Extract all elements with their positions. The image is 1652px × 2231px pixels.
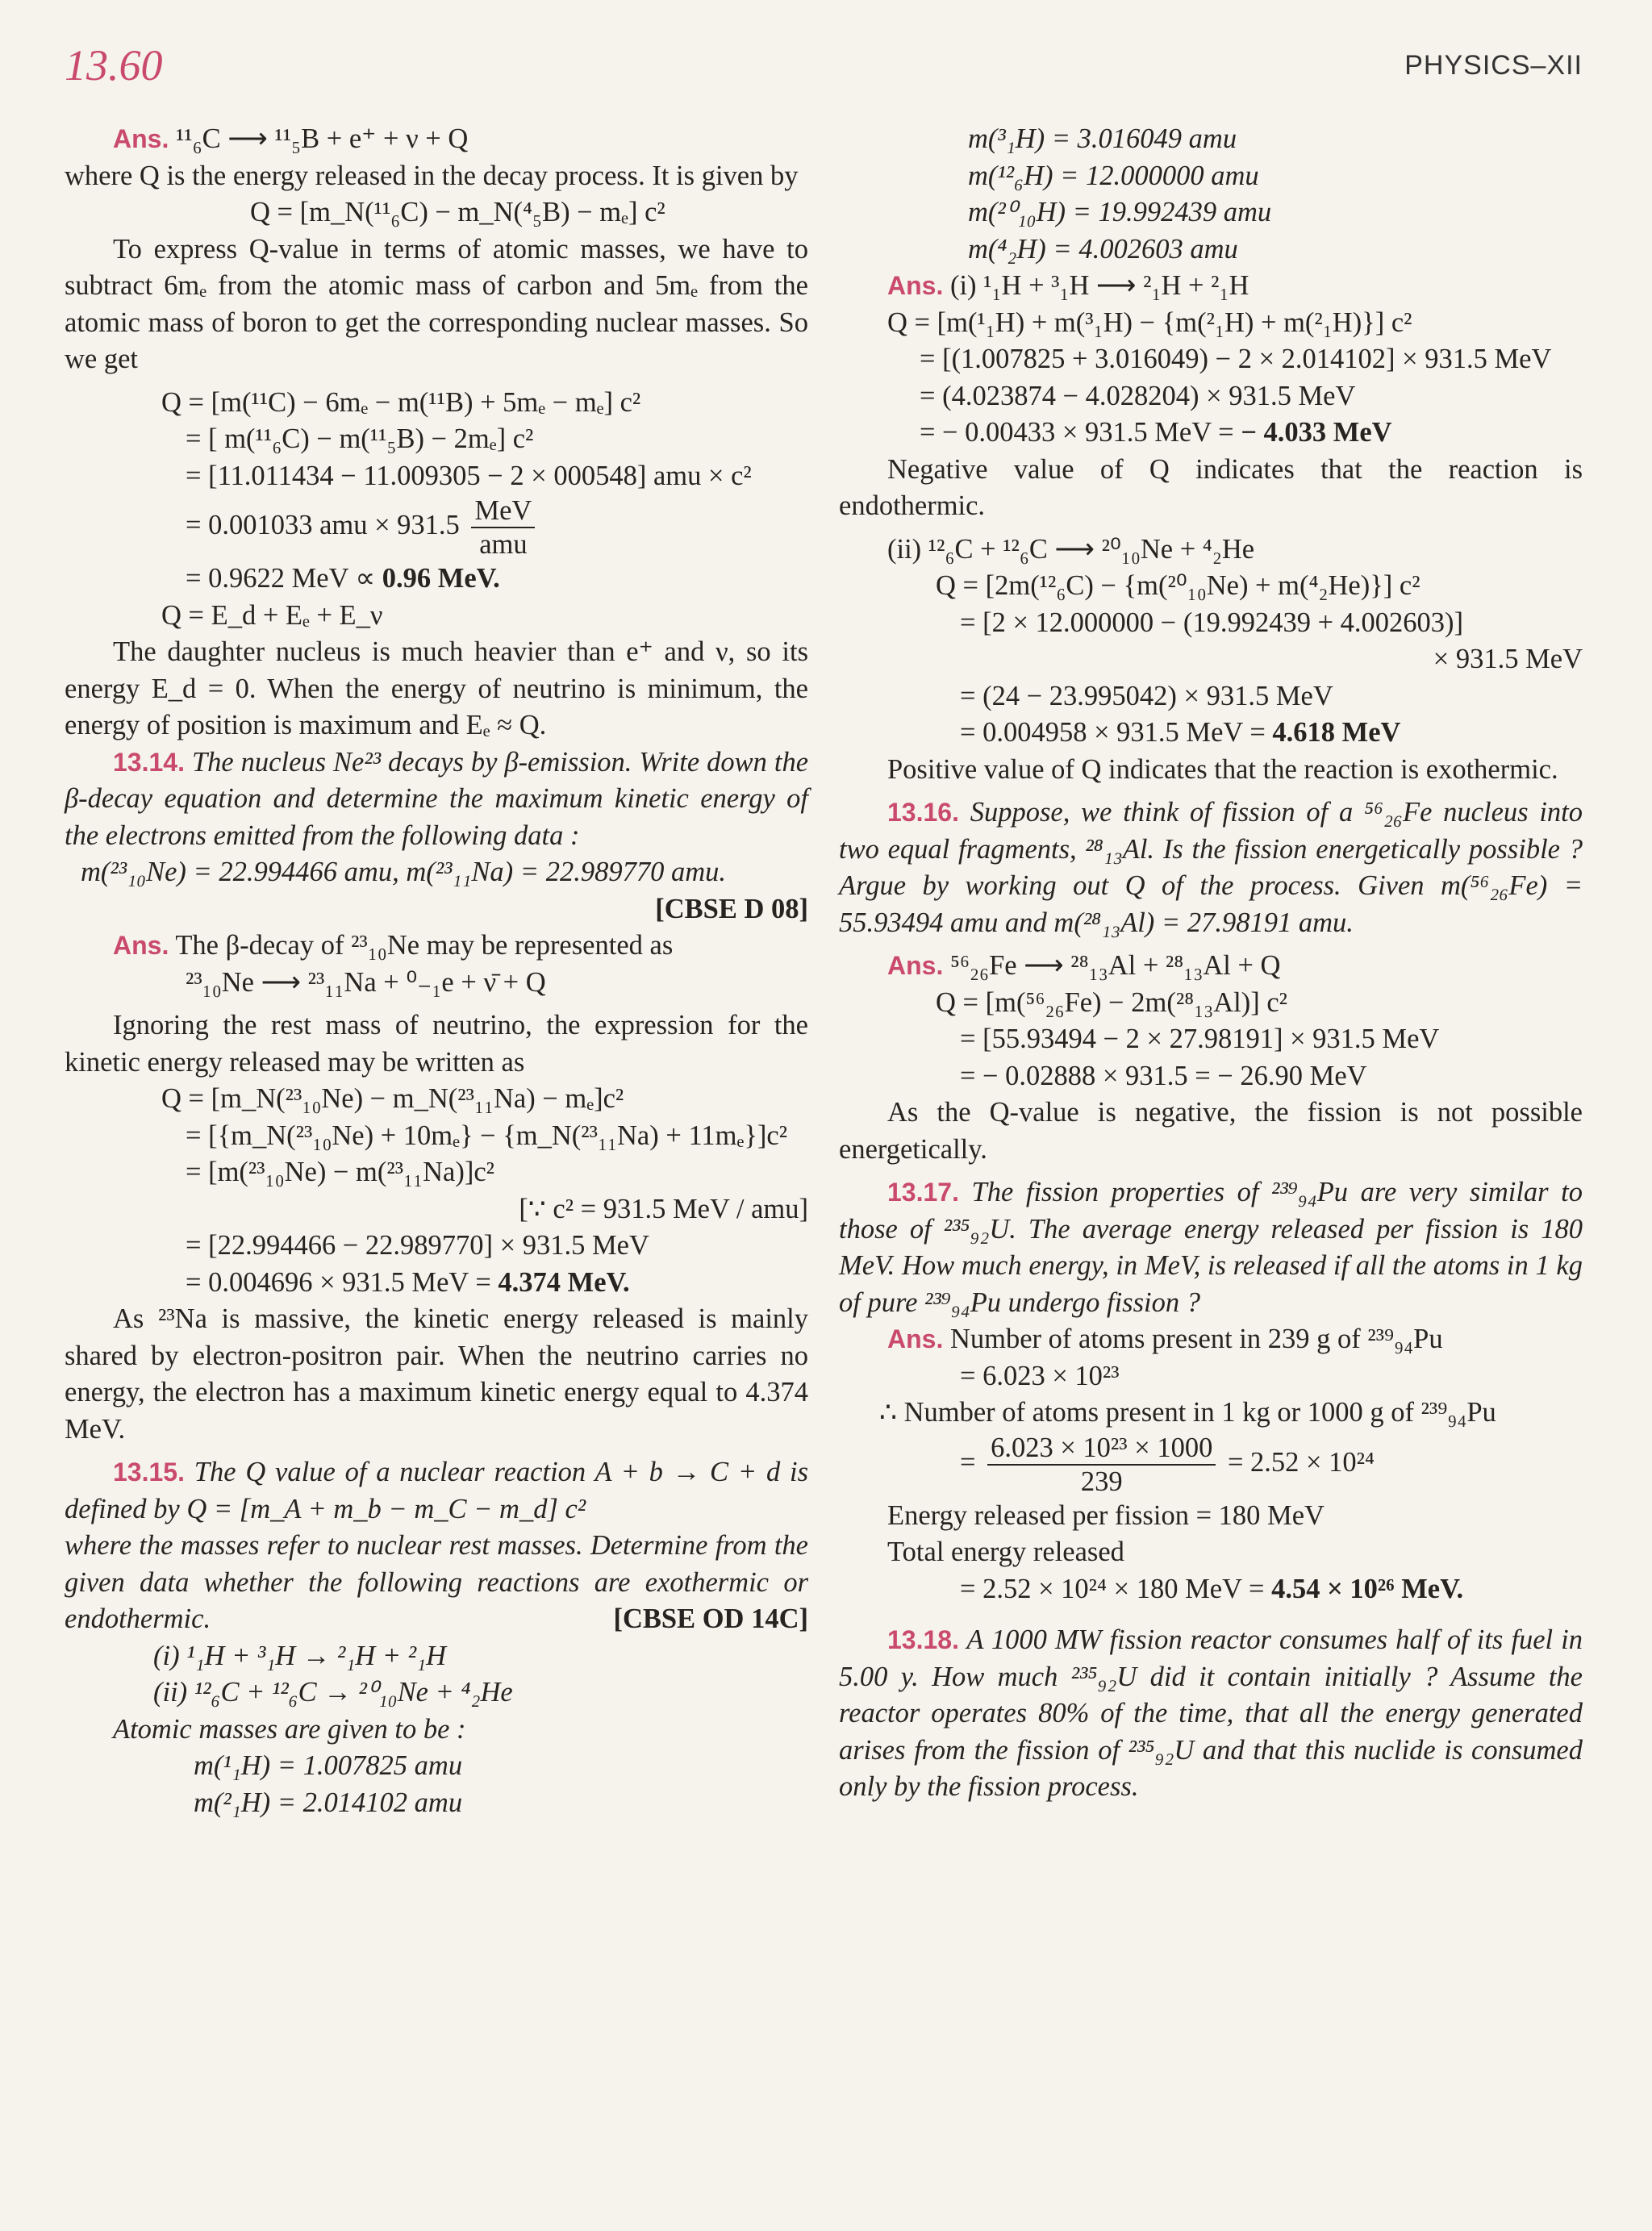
question-data: m(²³₁₀Ne) = 22.994466 amu, m(²³₁₁Na) = 22.989770 amu. — [81, 857, 726, 887]
equation: Energy released per fission = 180 MeV — [887, 1499, 1325, 1531]
mass-value: m(⁴₂H) = 4.002603 amu — [968, 233, 1238, 265]
question-13-15: 13.15. The Q value of a nuclear reaction A + b → C + d is defined by Q = [m_A + m_b − m_C − m_d] c² — [65, 1457, 809, 1524]
question-text: where the masses refer to nuclear rest masses. Determine from the given data whether the following reactions are exothermic or endothermic. — [65, 1530, 808, 1634]
mass-value: m(²₁H) = 2.014102 amu — [194, 1787, 463, 1818]
equation: = [11.011434 − 11.009305 − 2 × 000548] amu × c² — [186, 460, 752, 491]
equation: = [2 × 12.000000 − (19.992439 + 4.002603)] — [960, 607, 1464, 638]
equation: = (4.023874 − 4.028204) × 931.5 MeV — [920, 380, 1356, 411]
equation: = [{m_N(²³₁₀Ne) + 10mₑ} − {m_N(²³₁₁Na) + 11mₑ}]c² — [186, 1120, 788, 1151]
equation: ²³₁₀Ne ⟶ ²³₁₁Na + ⁰₋₁e + ν̄ + Q — [186, 966, 546, 998]
equation: Q = [m(¹¹C) − 6mₑ − m(¹¹B) + 5mₑ − mₑ] c² — [161, 386, 641, 418]
exam-tag: [CBSE D 08] — [655, 893, 808, 924]
equation: = 0.9622 MeV ∝ 0.96 MeV. — [186, 563, 500, 594]
paragraph: As ²³Na is massive, the kinetic energy released is mainly shared by electron-positron pair. When the neutrino carries no energy, the electron has a maximum kinetic energy equal to 4.374 MeV. — [65, 1303, 808, 1445]
equation: = 0.004696 × 931.5 MeV = 4.374 MeV. — [186, 1266, 630, 1298]
equation: Total energy released — [887, 1537, 1124, 1567]
exam-tag: [CBSE OD 14C] — [613, 1603, 808, 1634]
equation: = (24 − 23.995042) × 931.5 MeV — [960, 680, 1333, 711]
equation: ∴ Number of atoms present in 1 kg or 1000 g of ²³⁹₉₄Pu — [879, 1397, 1496, 1428]
question-number: 13.17. — [887, 1178, 959, 1207]
question-13-14: 13.14. The nucleus Ne²³ decays by β-emission. Write down the β-decay equation and determine the maximum kinetic energy of the electrons emitted from the following data : — [65, 746, 809, 851]
mass-value: m(³₁H) = 3.016049 amu — [968, 123, 1237, 154]
equation: Q = [m_N(²³₁₀Ne) − m_N(²³₁₁Na) − mₑ]c² — [161, 1083, 624, 1114]
mass-value: m(²⁰₁₀H) = 19.992439 amu — [968, 197, 1272, 227]
paragraph: The daughter nucleus is much heavier than e⁺ and ν, so its energy E_d = 0. When the energy of neutrino is minimum, the energy of position is maximum and Eₑ ≈ Q. — [65, 636, 808, 740]
equation: Q = [m(⁵⁶₂₆Fe) − 2m(²⁸₁₃Al)] c² — [936, 986, 1288, 1018]
equation: Q = E_d + Eₑ + E_ν — [161, 599, 383, 631]
mass-value: m(¹²₆H) = 12.000000 amu — [968, 160, 1259, 191]
question-number: 13.14. — [113, 747, 185, 777]
reaction-ii: (ii) ¹²₆C + ¹²₆C ⟶ ²⁰₁₀Ne + ⁴₂He — [887, 533, 1255, 565]
paragraph: Ignoring the rest mass of neutrino, the expression for the kinetic energy released may be written as — [65, 1010, 808, 1078]
answer-13-17: Ans. Number of atoms present in 239 g of ²³⁹₉₄Pu — [887, 1324, 1443, 1354]
equation: = [ m(¹¹₆C) − m(¹¹₅B) − 2mₑ] c² — [186, 423, 534, 454]
mass-value: m(¹₁H) = 1.007825 amu — [194, 1750, 463, 1781]
question-number: 13.16. — [887, 798, 959, 827]
equation: = 0.004958 × 931.5 MeV = 4.618 MeV — [960, 717, 1401, 748]
question-text: Atomic masses are given to be : — [113, 1713, 466, 1745]
equation: = − 0.02888 × 931.5 = − 26.90 MeV — [960, 1060, 1367, 1091]
question-13-18: 13.18. A 1000 MW fission reactor consumes half of its fuel in 5.00 y. How much ²³⁵₉₂U did it contain initially ? Assume the reactor operates 80% of the time, that all the energy generated arises from the fission of ²³⁵₉₂U and that this nuclide is consumed only by the fission process. — [839, 1624, 1583, 1802]
decay-equation: Ans. ¹¹₆C ⟶ ¹¹₅B + e⁺ + ν + Q — [113, 123, 469, 154]
fraction: $\frac{\text{6.023 × 10²³ × 1000}}{239}$ — [987, 1432, 1216, 1498]
question-13-16: 13.16. Suppose, we think of fission of a ⁵⁶₂₆Fe nucleus into two equal fragments, ²⁸₁₃Al. Is the fission energetically possible ? Argue by working out Q of the process. Given m(⁵⁶₂₆Fe) = 55.93494 amu and m(²⁸₁₃Al) = 27.98191 amu. — [839, 797, 1583, 938]
equation: = 2.52 × 10²⁴ × 180 MeV = 4.54 × 10²⁶ MeV. — [960, 1573, 1464, 1604]
paragraph: To express Q-value in terms of atomic masses, we have to subtract 6mₑ from the atomic mass of carbon and 5mₑ from the atomic mass of boron to get the corresponding nuclear masses. So we get — [65, 233, 808, 374]
equation: = [(1.007825 + 3.016049) − 2 × 2.014102] × 931.5 MeV — [920, 344, 1552, 374]
equation: = 6.023 × 10²³ — [960, 1360, 1120, 1391]
left-column — [65, 121, 808, 1821]
equation: = − 0.00433 × 931.5 MeV = − 4.033 MeV — [920, 417, 1392, 448]
right-column — [839, 121, 1583, 1806]
answer-label: Ans. — [113, 124, 169, 153]
equation-note: [∵ c² = 931.5 MeV / amu] — [519, 1193, 808, 1224]
question-13-17: 13.17. The fission properties of ²³⁹₉₄Pu are very similar to those of ²³⁵₉₂U. The average energy released per fission is 180 MeV. How much energy, in MeV, is released if all the atoms in 1 kg of pure ²³⁹₉₄Pu undergo fission ? — [839, 1177, 1583, 1318]
page-number: 13.60 — [65, 41, 163, 90]
equation: × 931.5 MeV — [1433, 644, 1583, 674]
paragraph: As the Q-value is negative, the fission is not possible energetically. — [839, 1097, 1583, 1165]
equation: = $\frac{\text{6.023 × 10²³ × 1000}}{239}$ = 2.52 × 10²⁴ — [960, 1432, 1375, 1497]
reaction-ii: (ii) ¹²₆C + ¹²₆C → ²⁰₁₀Ne + ⁴₂He — [153, 1677, 513, 1708]
answer-13-15: Ans. (i) ¹₁H + ³₁H ⟶ ²₁H + ²₁H — [887, 270, 1249, 301]
equation: Q = [2m(¹²₆C) − {m(²⁰₁₀Ne) + m(⁴₂He)}] c² — [936, 570, 1420, 601]
paragraph: Negative value of Q indicates that the reaction is endothermic. — [839, 453, 1583, 521]
equation: = [m(²³₁₀Ne) − m(²³₁₁Na)]c² — [186, 1157, 494, 1187]
equation: Q = [m_N(¹¹₆C) − m_N(⁴₅B) − mₑ] c² — [250, 197, 665, 227]
running-header: PHYSICS–XII — [1404, 50, 1583, 81]
answer-13-16: Ans. ⁵⁶₂₆Fe ⟶ ²⁸₁₃Al + ²⁸₁₃Al + Q — [887, 950, 1281, 981]
equation: = 0.001033 amu × 931.5 $\frac{\text{MeV}}{\text{amu}}$ — [65, 494, 808, 561]
answer-13-14: Ans. The β-decay of ²³₁₀Ne may be represented as — [113, 930, 674, 961]
equation: = [22.994466 − 22.989770] × 931.5 MeV — [186, 1230, 649, 1261]
paragraph: where Q is the energy released in the decay process. It is given by — [65, 160, 799, 191]
reaction-i: (i) ¹₁H + ³₁H → ²₁H + ²₁H — [153, 1640, 447, 1671]
paragraph: Positive value of Q indicates that the reaction is exothermic. — [887, 753, 1558, 785]
equation: Q = [m(¹₁H) + m(³₁H) − {m(²₁H) + m(²₁H)}] c² — [887, 307, 1412, 338]
question-number: 13.15. — [113, 1457, 185, 1487]
fraction: $\frac{\text{MeV}}{\text{amu}}$ — [471, 494, 535, 561]
question-number: 13.18. — [887, 1625, 959, 1654]
equation: = [55.93494 − 2 × 27.98191] × 931.5 MeV — [960, 1024, 1440, 1054]
